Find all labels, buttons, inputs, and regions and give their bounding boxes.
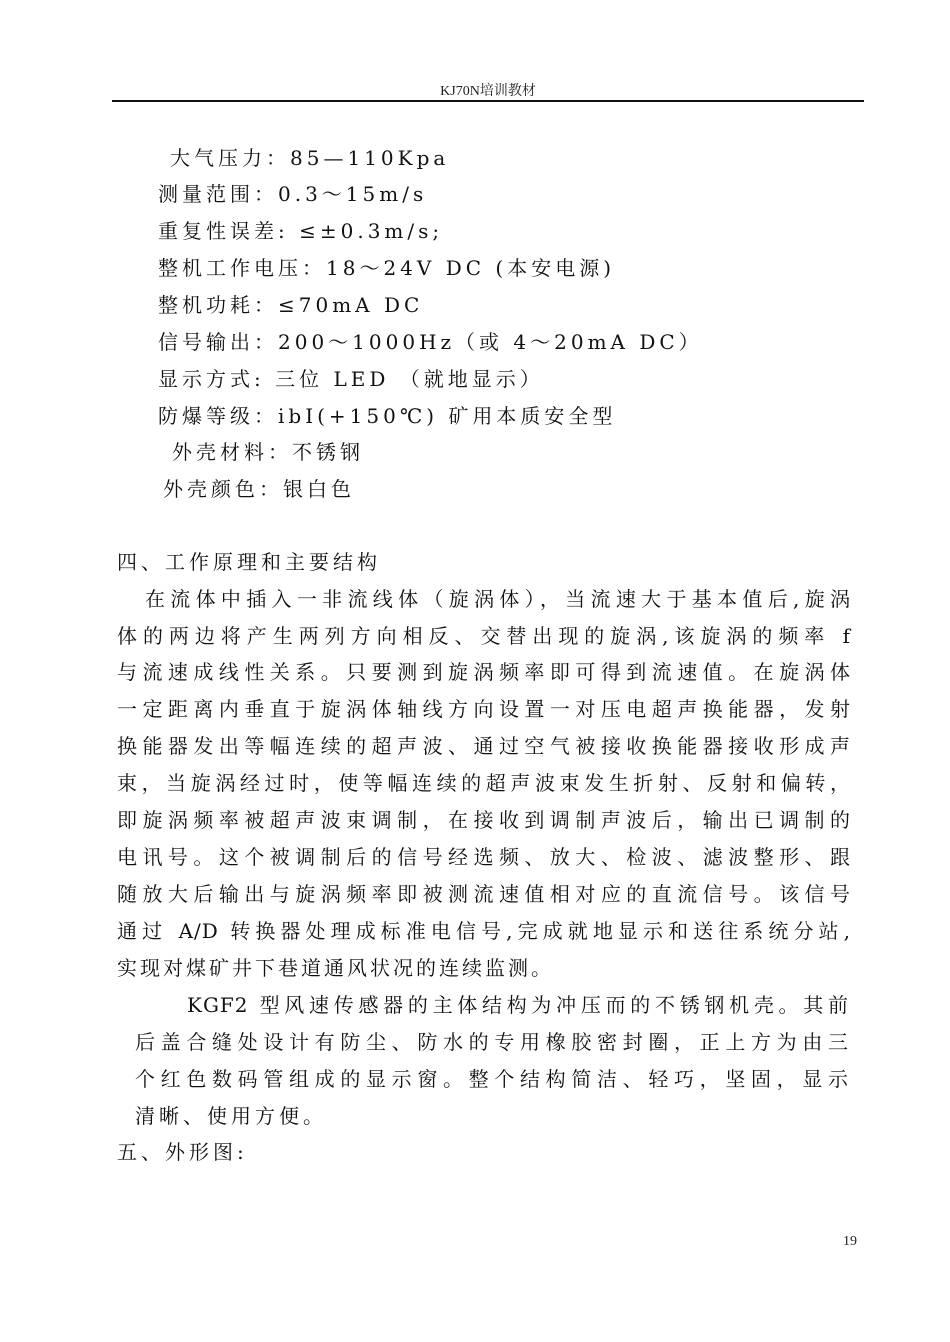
section-4-heading: 四、工作原理和主要结构 [117,550,381,574]
para2-line-3: 个红色数码管组成的显示窗。整个结构简洁、轻巧，坚固，显示 [135,1067,849,1091]
spec-signal-output: 信号输出：200～1000Hz（或 4～20mA DC） [158,330,703,354]
para1-line-1: 在流体中插入一非流线体（旋涡体），当流速大于基本值后,旋涡 [145,587,851,611]
para1-line-8: 电讯号。这个被调制后的信号经选频、放大、检波、滤波整形、跟 [117,845,851,869]
page-number: 19 [843,1234,857,1249]
spec-display-mode: 显示方式: 三位 LED （就地显示） [158,367,544,391]
para2-line-1: KGF2 型风速传感器的主体结构为冲压而的不锈钢机壳。其前 [187,993,849,1017]
page-header: KJ70N培训教材 [440,84,536,99]
para1-line-9: 随放大后输出与旋涡频率即被测流速值相对应的直流信号。该信号 [117,882,851,906]
spec-measure-range: 测量范围：0.3～15m/s [158,182,428,206]
para1-line-5: 换能器发出等幅连续的超声波、通过空气被接收换能器接收形成声 [117,734,851,758]
spec-shell-color: 外壳颜色：银白色 [163,477,355,501]
spec-air-pressure: 大气压力：85—110Kpa [170,146,450,170]
para1-line-10: 通过 A/D 转换器处理成标准电信号,完成就地显示和送往系统分站, [117,919,851,943]
spec-work-voltage: 整机工作电压：18～24V DC (本安电源) [158,256,615,280]
section-5-heading: 五、外形图: [117,1140,248,1164]
para1-line-3: 与流速成线性关系。只要测到旋涡频率即可得到流速值。在旋涡体 [117,660,851,684]
para1-line-2: 体的两边将产生两列方向相反、交替出现的旋涡,该旋涡的频率 f [117,624,851,648]
para2-line-4: 清晰、使用方便。 [135,1104,327,1128]
para2-line-2: 后盖合缝处设计有防尘、防水的专用橡胶密封圈，正上方为由三 [135,1030,849,1054]
para1-line-4: 一定距离内垂直于旋涡体轴线方向设置一对压电超声换能器，发射 [117,697,851,721]
header-rule [112,100,864,102]
para1-line-6: 束，当旋涡经过时，使等幅连续的超声波束发生折射、反射和偏转， [117,771,851,795]
para1-line-7: 即旋涡频率被超声波束调制，在接收到调制声波后，输出已调制的 [117,808,851,832]
spec-power-consumption: 整机功耗：≤70mA DC [158,293,424,317]
spec-repeat-error: 重复性误差: ≤±0.3m/s; [158,219,444,243]
para1-line-11: 实现对煤矿井下巷道通风状况的连续监测。 [117,956,554,980]
spec-explosion-grade: 防爆等级：ibI(+150℃) 矿用本质安全型 [158,404,617,428]
spec-shell-material: 外壳材料：不锈钢 [172,440,364,464]
